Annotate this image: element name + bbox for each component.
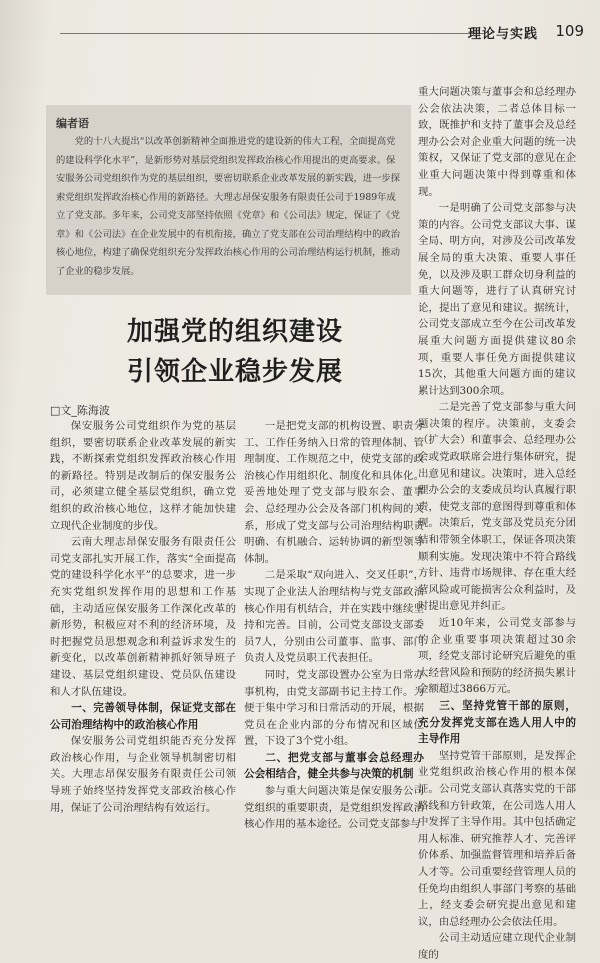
header-rule (60, 33, 485, 34)
section-name: 理论与实践 (467, 27, 538, 42)
section-heading: 二、把党支部与董事会总经理办公会相结合，健全共参与决策的机制 (244, 751, 424, 781)
paragraph: 保安服务公司党组织能否充分发挥政治核心作用，与企业领导机制密切相关。大理志昂保安服务有限责任公司领导班子始终坚持发挥党支部政治核心作用，保证了公司治理结构有效运行。 (50, 735, 236, 814)
paragraph: 一是明确了公司党支部参与决策的内容。公司党支部议大事、谋全局、明方向，对涉及公司改革发展全局的重大决策、重要人事任免，以及涉及职工群众切身利益的重大问题等，进行了认真研究讨论，提出了意见和建议。据统计，公司党支部成立至今在公司改革发展重大问题方面提供建议80余项，重要人事任免方面提供建议15次，其他重大问题方面的建议累计达到300余项。 (418, 202, 576, 397)
column-3 (418, 84, 576, 963)
paragraph: 同时，党支部设置办公室为日常办事机构，由党支部副书记主持工作。为便于集中学习和日常活动的开展，根据党员在企业内部的分布情况和区域位置，下设了3个党小组。 (244, 668, 424, 748)
paragraph: 一是把党支部的机构设置、职责分工、工作任务纳入日常的管理体制、管理制度、工作规范之中，使党支部的政治核心作用组织化、制度化和具体化。妥善地处理了党支部与股东会、董事会、总经理办公会及各部门机构间的关系，形成了党支部与公司治理结构职责明确、有机融合、运转协调的新型领导体制。 (244, 420, 424, 565)
paragraph: 公司主动适应建立现代企业制度的 (418, 932, 576, 961)
editor-note-label: 编者语 (56, 117, 89, 130)
byline: □文_陈海波 (50, 404, 110, 417)
paragraph: 近10年来，公司党支部参与的企业重要事项决策超过30余项，经党支部讨论研究后避免的重大经营风险和预防的经济损失累计金额超过3866万元。 (418, 617, 576, 696)
article-title (85, 312, 385, 392)
paragraph: 参与重大问题决策是保安服务公司党组织的重要职责，是党组织发挥政治核心作用的基本途径。公司党支部参与 (244, 785, 424, 831)
paragraph: 保安服务公司党组织作为党的基层组织，要密切联系企业改革发展的新实践，不断探索党组织发挥政治核心作用的新路径。特别是改制后的保安服务公司，必须建立健全基层党组织，确立党组织的政治核心地位，这样才能加快建立现代企业制度的步伐。 (50, 420, 236, 532)
editor-note-text: 党的十八大提出“以改革创新精神全面推进党的建设新的伟大工程，全面提高党的建设科学化水平”，是新形势对基层党组织发挥政治核心作用提出的更高要求。保安服务公司党组织作为党的基层组织，要密切联系企业改革发展的新实践，进一步探索党组织发挥政治核心作用的新路径。大理志昂保安服务有限责任公司于1989年成立了党支部。多年来，公司党支部坚持依照《党章》和《公司法》规定，保证了《党章》和《公司法》在企业发展中的有机衔接，确立了党支部在公司治理结构中的政治核心地位，构建了确保党组织充分发挥政治核心作用的公司治理结构运行机制，推动了企业的稳步发展。 (56, 136, 400, 277)
paragraph: 坚持党管干部原则，是发挥企业党组织政治核心作用的根本保证。公司党支部认真落实党的干部路线和方针政策，在公司选人用人中发挥了主导作用。其中包括确定用人标准、研究推荐人才、完善评价体系、加强监督管理和培养后备人才等。公司重要经营管理人员的任免均由组织人事部门考察的基础上，经支委会研究提出意见和建议，由总经理办公会依法任用。 (418, 749, 576, 928)
paragraph: 重大问题决策与董事会和总经理办公会依法决策，二者总体目标一致，既推护和支持了董事会及总经理办公会对企业重大问题的统一决策权，又保证了党支部的意见在企业重大问题决策中得到尊重和体现。 (418, 86, 576, 198)
editor-note-box (46, 105, 411, 295)
section-heading: 一、完善领导体制，保证党支部在公司治理结构中的政治核心作用 (50, 702, 236, 731)
title-line-2: 引领企业稳步发展 (126, 357, 343, 387)
column-2 (244, 418, 424, 833)
running-header (0, 22, 600, 44)
title-line-1: 加强党的组织建设 (126, 317, 343, 347)
paragraph: 云南大理志昂保安服务有限责任公司党支部扎实开展工作，落实“全面提高党的建设科学化水平”的总要求，进一步充实党组织发挥作用的思想和工作基础，主动适应保安服务工作深化改革的新形势，积极应对不利的经济环境，及时把握党员思想观念和利益诉求发生的新变化，以改革创新精神抓好领导班子建设、基层党组织建设、党员队伍建设和人才队伍建设。 (50, 536, 236, 698)
page-number: 109 (555, 22, 584, 40)
section-heading: 三、坚持党管干部的原则，充分发挥党支部在选人用人中的主导作用 (418, 699, 576, 746)
column-1 (50, 418, 236, 816)
paragraph: 二是完善了党支部参与重大问题决策的程序。决策前，支委会（扩大会）和董事会、总经理办公会或党政联席会进行集体研究，提出意见和建议。决策时，进入总经理办公会的支委成员均认真履行职责，使党支部的意图得到尊重和体现。决策后，党支部及党员充分团结和带领全体职工，保证各项决策顺利实施。发现决策中不符合路线方针、违背市场规律、存在重大经营风险或可能损害公众利益时，及时提出意见并纠正。 (418, 401, 576, 613)
paragraph: 二是采取“双向进入、交叉任职”，实现了企业法人治理结构与党支部政治核心作用有机结合，并在实践中继续坚持和完善。目前，公司党支部设支部委员7人，分别由公司董事、监事、部门负责人及党员职工代表担任。 (244, 569, 424, 665)
